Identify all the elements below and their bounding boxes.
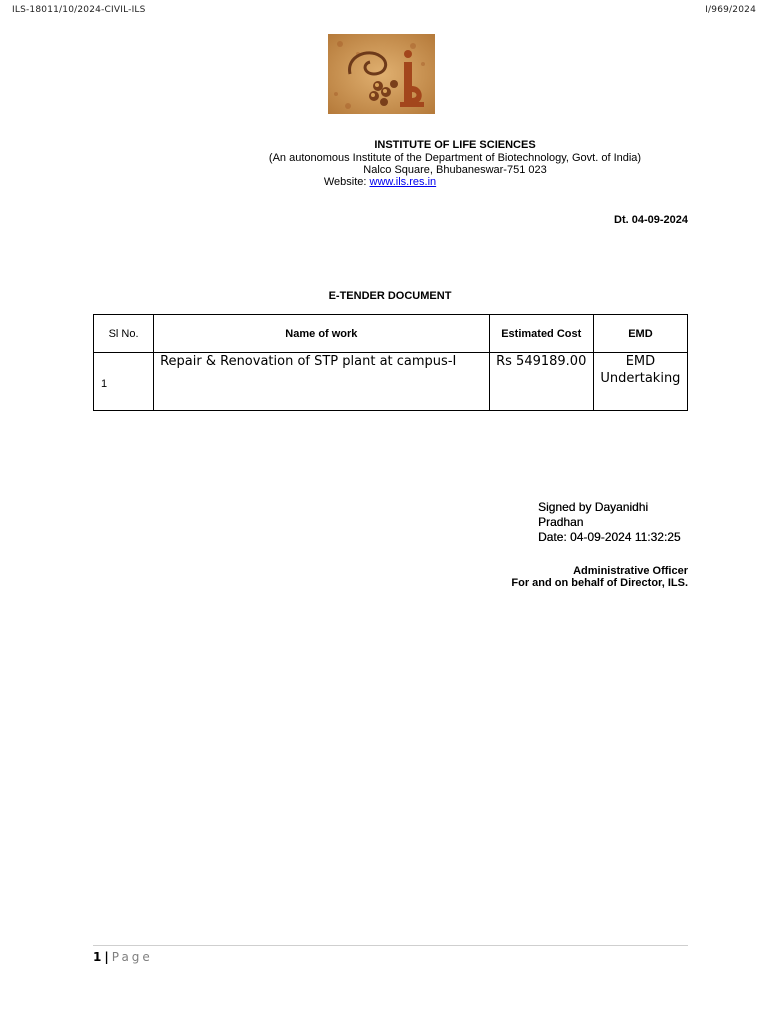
sl-value: 1 — [101, 377, 108, 390]
header-name-of-work: Name of work — [154, 315, 490, 353]
cell-emd — [593, 353, 687, 411]
header-sl-no: Sl No. — [94, 315, 154, 353]
inward-number: I/969/2024 — [705, 5, 756, 15]
digital-signature — [538, 500, 718, 545]
institute-address: Nalco Square, Bhubaneswar-751 023 — [363, 164, 547, 176]
work-value: Repair & Renovation of STP plant at campus-I — [160, 354, 457, 369]
header-estimated-cost: Estimated Cost — [489, 315, 593, 353]
file-reference: ILS-18011/10/2024-CIVIL-ILS — [12, 5, 146, 15]
table-row — [94, 353, 688, 411]
authority-designation: Administrative Officer — [573, 565, 688, 577]
signing-authority — [511, 565, 688, 589]
cell-name-of-work — [154, 353, 490, 411]
signature-date: Date: 04-09-2024 11:32:25 — [538, 530, 681, 544]
signature-line-2: Pradhan — [538, 515, 584, 529]
institute-subtitle: (An autonomous Institute of the Department of Biotechnology, Govt. of India) — [268, 152, 642, 164]
tender-table — [93, 314, 688, 411]
cell-sl-no — [94, 353, 154, 411]
document-date: Dt. 04-09-2024 — [614, 214, 688, 226]
authority-behalf: For and on behalf of Director, ILS. — [511, 577, 688, 589]
page-footer — [93, 950, 153, 964]
footer-separator: | — [104, 950, 109, 964]
website-label: Website: — [323, 176, 370, 188]
document-title: E-TENDER DOCUMENT — [328, 290, 452, 302]
emd-value: EMD Undertaking — [600, 354, 681, 386]
ils-logo-image — [328, 34, 435, 114]
ils-logo — [328, 34, 435, 114]
page-number: 1 — [93, 950, 102, 964]
website-link[interactable]: www.ils.res.in — [369, 176, 437, 188]
table-header-row — [94, 315, 688, 353]
institute-name: INSTITUTE OF LIFE SCIENCES — [374, 139, 536, 151]
cell-estimated-cost — [489, 353, 593, 411]
page-label: Page — [111, 950, 153, 964]
footer-divider — [93, 945, 688, 946]
signature-line-1: Signed by Dayanidhi — [538, 500, 649, 514]
cost-value: Rs 549189.00 — [496, 354, 587, 369]
header-emd: EMD — [593, 315, 687, 353]
institute-website — [0, 176, 760, 189]
